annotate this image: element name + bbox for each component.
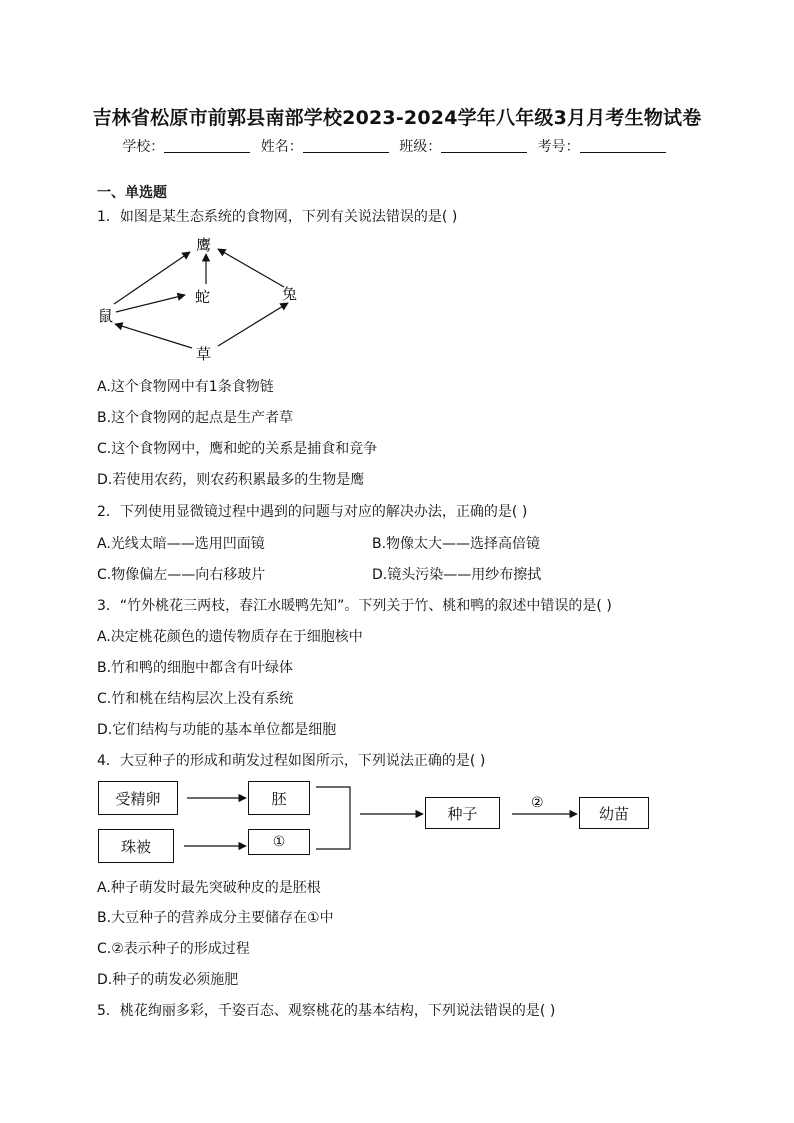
page-title: 吉林省松原市前郭县南部学校2023-2024学年八年级3月月考生物试卷 bbox=[92, 107, 702, 129]
question-3-stem: 3．“竹外桃花三两枝，春江水暖鸭先知”。下列关于竹、桃和鸭的叙述中错误的是( ) bbox=[97, 598, 612, 614]
q1-option-d[interactable]: D.若使用农药，则农药积累最多的生物是鹰 bbox=[97, 472, 365, 488]
arrow-grass-to-rabbit bbox=[218, 303, 288, 346]
q2-option-d[interactable]: D.镜头污染——用纱布擦拭 bbox=[372, 567, 542, 583]
question-2-stem: 2．下列使用显微镜过程中遇到的问题与对应的解决办法，正确的是( ) bbox=[97, 504, 528, 520]
node-eagle: 鹰 bbox=[196, 236, 212, 254]
q3-option-c[interactable]: C.竹和桃在结构层次上没有系统 bbox=[97, 691, 294, 707]
node-rabbit: 兔 bbox=[282, 285, 298, 303]
q2-option-a[interactable]: A.光线太暗——选用凹面镜 bbox=[97, 536, 265, 552]
node-snake: 蛇 bbox=[195, 288, 211, 306]
node-grass: 草 bbox=[196, 345, 212, 363]
class-label: 班级： bbox=[399, 139, 442, 155]
q2-option-b[interactable]: B.物像太大——选择高倍镜 bbox=[372, 536, 541, 552]
q3-option-b[interactable]: B.竹和鸭的细胞中都含有叶绿体 bbox=[97, 660, 294, 676]
q1-option-b[interactable]: B.这个食物网的起点是生产者草 bbox=[97, 410, 294, 426]
node-mouse: 鼠 bbox=[98, 307, 114, 325]
class-blank bbox=[441, 138, 527, 153]
q3-option-a[interactable]: A.决定桃花颜色的遗传物质存在于细胞核中 bbox=[97, 629, 363, 645]
question-5-stem: 5．桃花绚丽多彩，千姿百态、观察桃花的基本结构，下列说法错误的是( ) bbox=[97, 1003, 556, 1019]
student-info-line bbox=[0, 136, 794, 156]
bracket bbox=[316, 787, 350, 849]
name-blank bbox=[303, 138, 389, 153]
box-integument: 珠被 bbox=[98, 829, 174, 863]
school-label: 学校： bbox=[122, 139, 165, 155]
name-label: 姓名： bbox=[260, 139, 303, 155]
school-blank bbox=[164, 138, 250, 153]
arrow-rabbit-to-eagle bbox=[218, 249, 284, 287]
exam-number-blank bbox=[580, 138, 666, 153]
q1-option-a[interactable]: A.这个食物网中有1条食物链 bbox=[97, 379, 274, 395]
label-circle-2: ② bbox=[531, 795, 544, 811]
arrow-grass-to-mouse bbox=[115, 324, 192, 348]
q4-option-a[interactable]: A.种子萌发时最先突破种皮的是胚根 bbox=[97, 880, 321, 896]
question-1-stem: 1．如图是某生态系统的食物网，下列有关说法错误的是( ) bbox=[97, 209, 458, 225]
q1-option-c[interactable]: C.这个食物网中，鹰和蛇的关系是捕食和竞争 bbox=[97, 441, 378, 457]
box-seed: 种子 bbox=[425, 797, 500, 829]
q4-option-d[interactable]: D.种子的萌发必须施肥 bbox=[97, 972, 239, 988]
section-heading: 一、单选题 bbox=[97, 185, 167, 201]
box-embryo: 胚 bbox=[248, 781, 310, 815]
exam-number-label: 考号： bbox=[537, 139, 580, 155]
q4-option-c[interactable]: C.②表示种子的形成过程 bbox=[97, 941, 250, 957]
q3-option-d[interactable]: D.它们结构与功能的基本单位都是细胞 bbox=[97, 722, 337, 738]
food-web-diagram bbox=[92, 232, 312, 367]
question-4-stem: 4．大豆种子的形成和萌发过程如图所示，下列说法正确的是( ) bbox=[97, 753, 486, 769]
box-seedling: 幼苗 bbox=[579, 797, 649, 829]
box-circle-1: ① bbox=[248, 829, 310, 855]
box-zygote: 受精卵 bbox=[98, 781, 178, 815]
arrow-mouse-to-snake bbox=[116, 295, 185, 312]
q2-option-c[interactable]: C.物像偏左——向右移玻片 bbox=[97, 567, 266, 583]
q4-option-b[interactable]: B.大豆种子的营养成分主要储存在①中 bbox=[97, 910, 334, 926]
seed-diagram-arrows bbox=[170, 775, 590, 865]
